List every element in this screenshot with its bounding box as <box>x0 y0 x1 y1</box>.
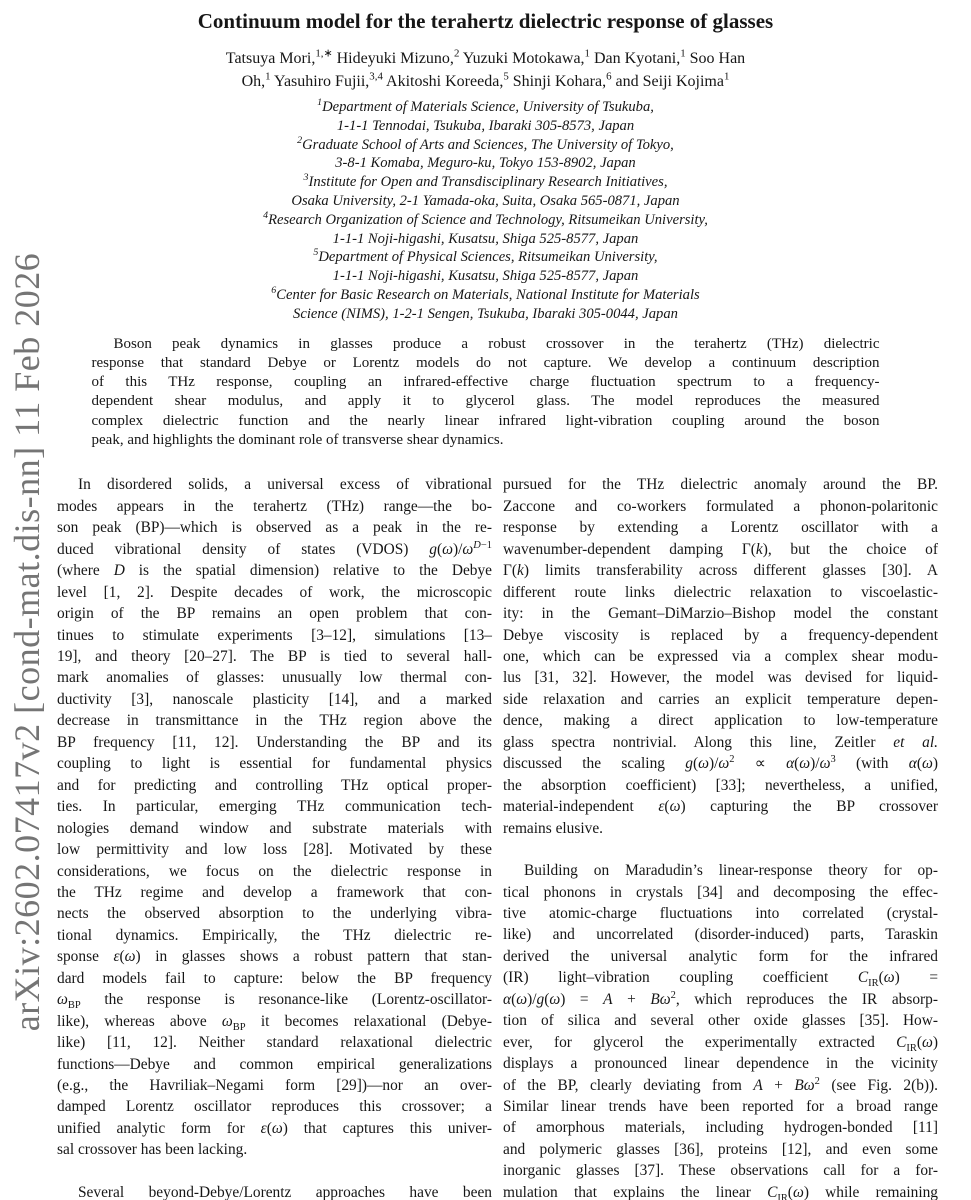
text-line: and for predicting and controlling THz optical proper- <box>57 776 492 794</box>
text-line: decrease in transmittance in the THz region above the <box>57 712 492 730</box>
text-line: one, which can be expressed via a complex shear modu- <box>503 647 938 665</box>
text-line: 1-1-1 Noji-higashi, Kusatsu, Shiga 525-8577, Japan <box>332 230 639 247</box>
text-line: tion of silica and several other oxide glasses [35]. How- <box>503 1012 938 1030</box>
text-line: tional dynamics. Empirically, the THz dielectric re- <box>57 926 492 944</box>
text-line: son peak (BP)—which is observed as a peak in the re- <box>57 519 492 537</box>
text-line: of this THz response, coupling an infrared-effective charge fluctuation spectrum to a frequency- <box>91 374 880 391</box>
text-line: Debye viscosity is replaced by a frequency-dependent <box>503 626 938 644</box>
text-line: Several beyond-Debye/Lorentz approaches have been <box>78 1183 492 1200</box>
paper-title: Continuum model for the terahertz dielectric response of glasses <box>197 9 774 33</box>
affiliation-list <box>0 98 971 324</box>
text-line: low permittivity and low loss [28]. Motivated by these <box>57 841 492 859</box>
text-line: ever, for glycerol the experimentally extracted $C_{IR}(\omega)$ <box>503 1033 938 1054</box>
text-line: ties. In particular, emerging THz communication tech- <box>57 798 492 816</box>
abstract-block <box>92 335 880 451</box>
text-line: lus [31, 32]. However, the model was devised for liquid- <box>503 669 938 687</box>
text-line: Similar linear trends have been reported for a broad range <box>503 1098 938 1116</box>
text-line: Γ(k) limits transferability across different glasses [30]. A <box>503 562 938 580</box>
text-line: 3-8-1 Komaba, Meguro-ku, Tokyo 153-8902, Japan <box>335 155 636 172</box>
text-line: response by extending a Lorentz oscillator with a <box>503 519 938 537</box>
text-line: like), whereas above $\omega_{BP}$ it becomes relaxational (Debye- <box>57 1012 492 1033</box>
text-line: glass spectra nontrivial. Along this line, Zeitler et al. <box>503 733 938 751</box>
text-line: functions—Debye and common empirical generalizations <box>57 1055 492 1073</box>
text-line: $^6$Center for Basic Research on Materials, National Institute for Materials <box>271 285 700 303</box>
text-line: (IR) light–vibration coupling coefficient $C_{IR}(\omega)$ = <box>503 969 939 990</box>
text-line: different route links dielectric relaxation to viscoelastic- <box>503 583 938 601</box>
text-line: duced vibrational density of states (VDOS) $g(\omega)/\omega^{D-1}$ <box>57 539 492 558</box>
paragraph <box>503 860 938 1200</box>
paragraph <box>57 474 492 1161</box>
text-line: mulation that explains the linear $C_{IR}(\omega)$ while remaining <box>503 1183 938 1200</box>
text-line: modes appears in the terahertz (THz) range—the bo- <box>57 497 492 515</box>
text-line: $\alpha(\omega)/g(\omega) = A + B\omega^2$, which reproduces the IR absorp- <box>503 989 938 1008</box>
text-line: $^3$Institute for Open and Transdisciplinary Research Initiatives, <box>303 172 668 191</box>
text-line: Zaccone and co-workers formulated a phonon-polaritonic <box>503 497 938 515</box>
text-line: $^5$Department of Physical Sciences, Ritsumeikan University, <box>313 247 658 266</box>
text-line: 19], and theory [20–27]. The BP is tied to several hall- <box>57 647 492 665</box>
text-line: coupling to light is essential for fundamental physics <box>57 755 492 773</box>
text-line: sal crossover has been lacking. <box>57 1141 248 1159</box>
text-line: nologies demand window and substrate materials with <box>57 819 492 837</box>
text-line: Science (NIMS), 1-2-1 Sengen, Tsukuba, Ibaraki 305-0044, Japan <box>293 305 678 322</box>
text-line: the THz regime and develop a framework that con- <box>57 883 492 901</box>
text-line: Osaka University, 2-1 Yamada-oka, Suita, Osaka 565-0871, Japan <box>291 192 680 209</box>
text-line: like) [11, 12]. Neither standard relaxational dielectric <box>57 1034 492 1052</box>
text-line: dence, making a direct application to low-temperature <box>503 712 938 730</box>
text-line: of amorphous materials, including hydrogen-bonded [11] <box>503 1119 938 1137</box>
text-line: $^1$Department of Materials Science, University of Tsukuba, <box>317 97 654 115</box>
text-line: Building on Maradudin’s linear-response theory for op- <box>524 862 938 880</box>
text-line: material-independent ε(ω) capturing the BP crossover <box>503 798 939 816</box>
text-line: dard models fail to capture: below the BP frequency <box>57 969 492 987</box>
text-line: unified analytic form for ε(ω) that captures this univer- <box>57 1119 492 1137</box>
text-line: considerations, we focus on the dielectric response in <box>57 862 492 880</box>
text-line: response that standard Debye or Lorentz models do not capture. We develop a continuum description <box>91 354 880 371</box>
text-line: discussed the scaling $g(\omega)/\omega^2 \propto \alpha(\omega)/\omega^3$ (with α(ω) <box>503 754 938 773</box>
text-line: peak, and highlights the dominant role of transverse shear dynamics. <box>91 432 504 449</box>
text-line: tical phonons in crystals [34] and decomposing the effec- <box>503 883 938 901</box>
text-line: ductivity [3], nanoscale plasticity [14], and a marked <box>57 690 492 708</box>
paragraph <box>57 1182 492 1200</box>
text-line: displays a pronounced linear dependence in the vicinity <box>503 1055 938 1073</box>
text-line: tinues to stimulate experiments [3–12], simulations [13– <box>57 626 492 644</box>
text-line: $^4$Research Organization of Science and Technology, Ritsumeikan University, <box>263 209 708 228</box>
text-line: like) and uncorrelated (disorder-induced) parts, Taraskin <box>503 926 938 944</box>
text-line: sponse ε(ω) in glasses shows a robust pattern that stan- <box>57 948 493 966</box>
left-column <box>57 474 492 1200</box>
author-list <box>0 47 971 93</box>
text-line: (where D is the spatial dimension) relative to the Debye <box>57 562 493 580</box>
text-line: $^2$Graduate School of Arts and Sciences, The University of Tokyo, <box>297 134 674 153</box>
paragraph <box>92 335 880 451</box>
text-line: Boson peak dynamics in glasses produce a robust crossover in the terahertz (THz) dielectric <box>113 335 880 352</box>
text-line: the absorption coefficient) [33]; nevertheless, a unified, <box>503 776 938 794</box>
text-line: BP frequency [11, 12]. Understanding the BP and its <box>57 733 492 751</box>
text-line: ity: in the Gemant–DiMarzio–Bishop model the constant <box>503 605 938 623</box>
text-line: 1-1-1 Noji-higashi, Kusatsu, Shiga 525-8577, Japan <box>332 268 639 285</box>
arxiv-watermark: arXiv:2602.07417v2 [cond-mat.dis-nn] 11 Feb 2026 <box>7 252 47 1032</box>
text-line: mark anomalies of glasses: unusually low thermal con- <box>57 669 492 687</box>
text-line: damped Lorentz oscillator reproduces this crossover; a <box>57 1098 492 1116</box>
text-line: remains elusive. <box>503 819 604 837</box>
two-column-body <box>0 474 971 1200</box>
text-line: and polymeric glasses [36], proteins [12], and even some <box>503 1140 938 1158</box>
text-line: side relaxation and carries an explicit temperature depen- <box>503 690 938 708</box>
text-line: pursued for the THz dielectric anomaly around the BP. <box>503 476 938 494</box>
text-line: inorganic glasses [37]. These observations call for a for- <box>503 1162 938 1180</box>
text-line: (e.g., the Havriliak–Negami form [29])—nor an over- <box>57 1077 492 1095</box>
text-line: tive atomic-charge fluctuations into correlated (crystal- <box>503 904 938 922</box>
text-line: dependent shear modulus, and apply it to glycerol glass. The model reproduces the measured <box>91 393 880 410</box>
text-line: Tatsuya Mori,$^{1,∗}$ Hideyuki Mizuno,$^2$ Yuzuki Motokawa,$^1$ Dan Kyotani,$^1$ Soo Han <box>225 47 746 67</box>
text-line: nects the observed absorption to the underlying vibra- <box>57 905 492 923</box>
text-line: origin of the BP remains an open problem that con- <box>57 605 492 623</box>
text-line: derived the universal analytic form for the infrared <box>503 947 938 965</box>
text-line: Oh,$^1$ Yasuhiro Fujii,$^{3,4}$ Akitoshi Koreeda,$^5$ Shinji Kohara,$^6$ and Seiji Kojima$^1$ <box>241 70 730 90</box>
text-line: 1-1-1 Tennodai, Tsukuba, Ibaraki 305-8573, Japan <box>336 117 635 134</box>
text-line: $\omega_{BP}$ the response is resonance-like (Lorentz-oscillator- <box>57 991 492 1012</box>
text-line: level [1, 2]. Despite decades of work, the microscopic <box>57 583 492 601</box>
text-line: complex dielectric function and the nearly linear infrared light-vibration coupling around the boson <box>91 412 880 429</box>
paragraph <box>503 474 938 839</box>
text-line: of the BP, clearly deviating from $A + B\omega^2$ (see Fig. 2(b)). <box>503 1075 938 1094</box>
right-column <box>503 474 938 1200</box>
text-line: In disordered solids, a universal excess of vibrational <box>78 476 492 494</box>
text-line: wavenumber-dependent damping Γ(k), but the choice of <box>503 540 938 558</box>
